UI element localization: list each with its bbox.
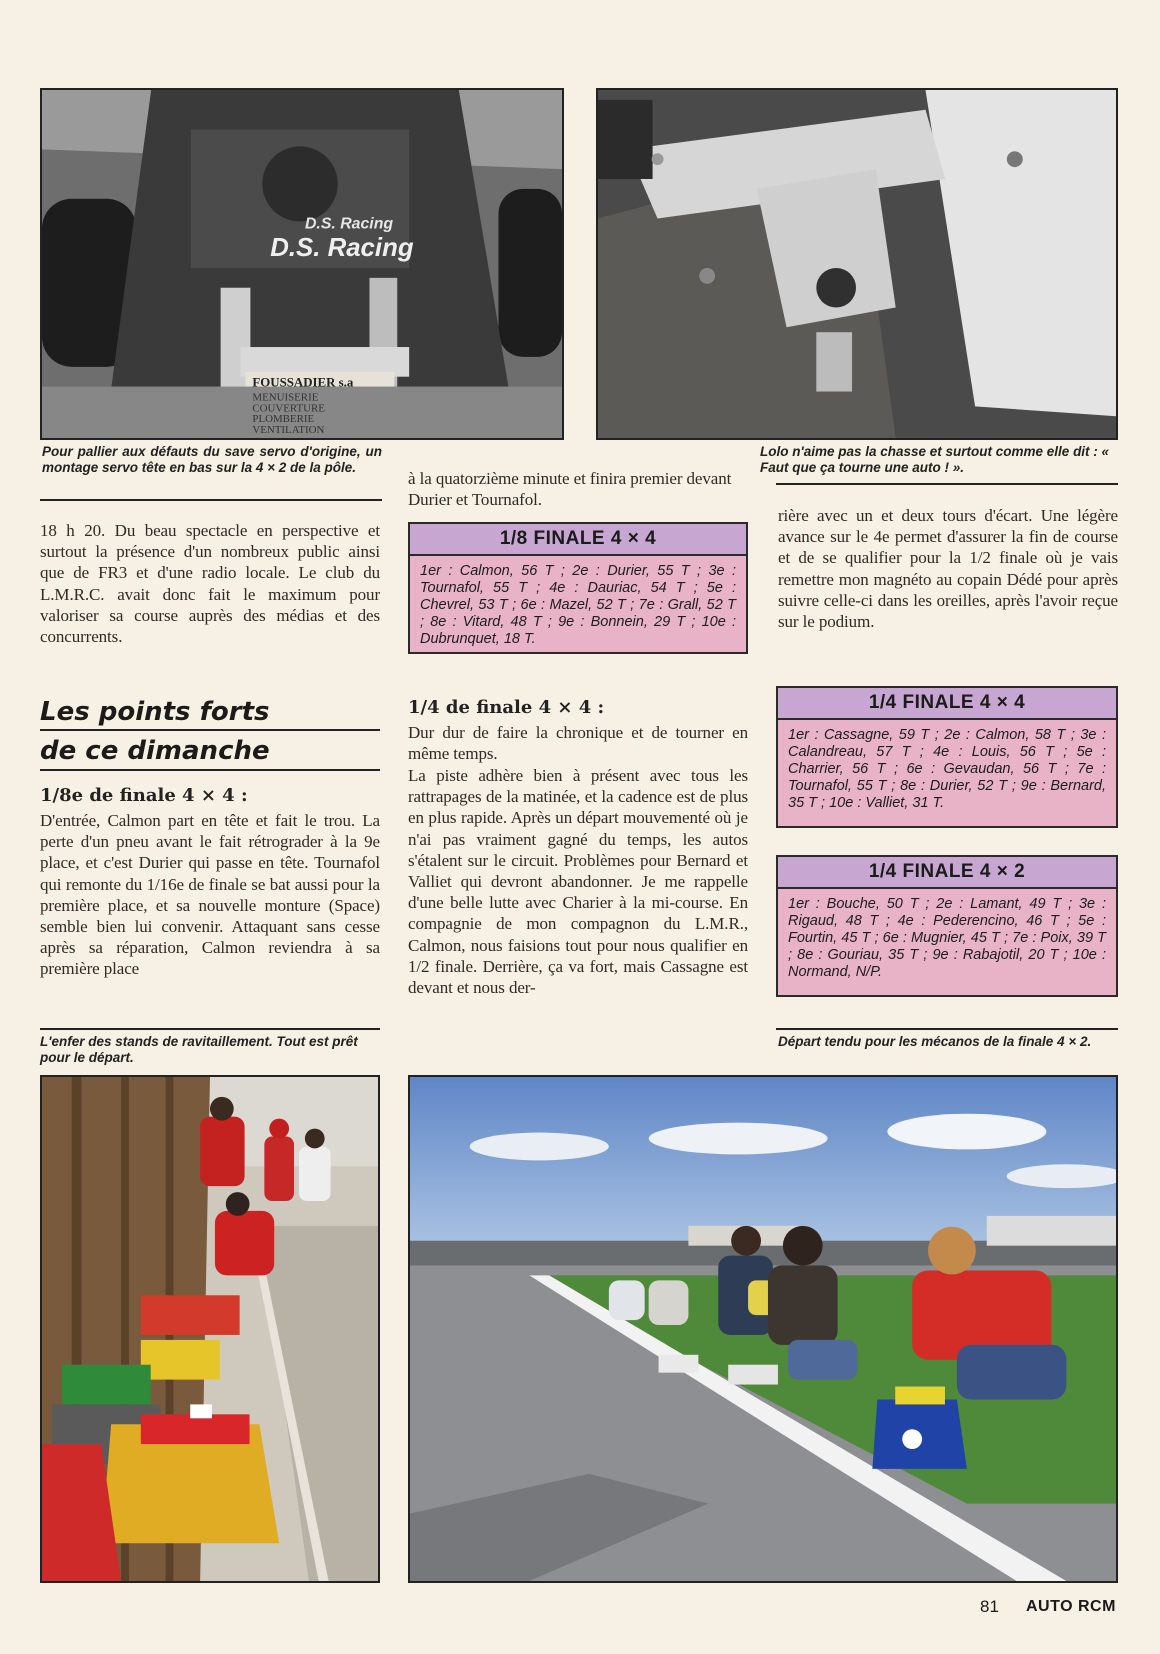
col1-subhead: 1/8e de finale 4 × 4 : — [40, 785, 248, 806]
suspension-photo-graphic — [598, 90, 1116, 438]
caption-photo-2: Lolo n'aime pas la chasse et surtout comme elle dit : « Faut que ça tourne une auto ! ». — [760, 444, 1110, 475]
photo-chassis-servo — [40, 88, 564, 440]
sponsor-line-3: PLOMBERIE — [252, 413, 315, 426]
start-grid-photo-graphic — [410, 1077, 1116, 1581]
col2-paragraph-2a: Dur dur de faire la chronique et de tourner en même temps. — [408, 723, 748, 764]
section-title-line-2: de ce dimanche — [40, 736, 270, 766]
col2-paragraph-1: à la quatorzième minute et finira premier devant Durier et Tournafol. — [408, 469, 732, 510]
caption-photo-3: L'enfer des stands de ravitaillement. Tout est prêt pour le départ. — [40, 1034, 358, 1065]
caption-photo-4: Départ tendu pour les mécanos de la finale 4 × 2. — [778, 1034, 1092, 1049]
caption-4-rule — [776, 1028, 1118, 1030]
results-box-1-8-finale-4x4 — [408, 522, 748, 654]
results-1-4-4x2-title: 1/4 FINALE 4 × 2 — [778, 857, 1116, 889]
magazine-name: AUTO RCM — [1026, 1598, 1116, 1615]
photo-start-grid — [408, 1075, 1118, 1583]
ds-racing-big-label: D.S. Racing — [270, 234, 414, 263]
sponsor-line-2: COUVERTURE — [252, 402, 325, 415]
results-1-4-4x2-text: 1er : Bouche, 50 T ; 2e : Lamant, 49 T ; 3e : Rigaud, 48 T ; 4e : Pederencino, 46 T ; 5e : Fourtin, 45 T ; 6e : Mugnier, 45 T ; 7e : Poix, 39 T ; 8e : Gouriau, 35 T ; 9e : Rabajotil, 20 T ; 10e : Normand, N/P. — [788, 896, 1106, 980]
col1-paragraph-1: 18 h 20. Du beau spectacle en perspective et surtout la présence d'un nombreux public ainsi que de FR3 et d'une radio locale. Le club du L.M.R.C. avait donc fait le maximum pour valoriser sa course auprès des médias et des concurrents. — [40, 521, 380, 647]
sponsor-name-label: FOUSSADIER s.a — [252, 375, 354, 390]
col2-subhead: 1/4 de finale 4 × 4 : — [408, 697, 605, 718]
sponsor-line-4: VENTILATION — [252, 424, 325, 437]
caption-1-rule — [40, 499, 382, 501]
section-title-line-1: Les points forts — [40, 697, 270, 727]
col3-paragraph-1: rière avec un et deux tours d'écart. Une légère avance sur le 4e permet d'assurer la fin de course et de se qualifier pour la 1/2 finale où je vais remettre mon magnéto au copain Dédé pour après suivre celle-ci dans les oreilles, après l'avoir reçue sur le podium. — [778, 506, 1118, 632]
results-1-8-title: 1/8 FINALE 4 × 4 — [410, 524, 746, 556]
photo-pit-stands — [40, 1075, 380, 1583]
page-number: 81 — [980, 1597, 999, 1616]
col2-paragraph-2b: La piste adhère bien à présent avec tous les rattrapages de la matinée, et la cadence est de plus en plus rapide. Après un départ mouvementé où je n'ai pas vraiment gagné du temps, les autos s'étalent sur le circuit. Problèmes pour Bernard et Valliet qui devront abandonner. Je me rappelle d'une belle lutte avec Charier à la mi-course. En compagnie de mon compagnon du L.M.R., Calmon, nous faisions tout pour nous qualifier en 1/2 finale. Derrière, ça va fort, mais Cassagne est devant et nous der- — [408, 766, 748, 998]
results-box-1-4-finale-4x4 — [776, 686, 1118, 828]
section-title-rule-2 — [40, 769, 380, 771]
caption-2-rule — [776, 483, 1118, 485]
results-1-4-4x4-text: 1er : Cassagne, 59 T ; 2e : Calmon, 58 T ; 3e : Calandreau, 57 T ; 4e : Louis, 56 T ; 5e : Charrier, 56 T ; 6e : Gevaudan, 56 T ; 7e : Tournafol, 55 T ; 8e : Durier, 52 T ; 9e : Bernard, 35 T ; 10e : Valliet, 31 T. — [788, 727, 1106, 811]
chassis-photo-graphic — [42, 90, 562, 438]
ds-racing-small-label: D.S. Racing — [304, 215, 394, 233]
results-1-4-4x4-title: 1/4 FINALE 4 × 4 — [778, 688, 1116, 720]
caption-photo-1: Pour pallier aux défauts du save servo d'origine, un montage servo tête en bas sur la 4 × 2 de la pôle. — [42, 444, 382, 475]
sponsor-line-1: MENUISERIE — [252, 391, 319, 404]
results-1-8-text: 1er : Calmon, 56 T ; 2e : Durier, 55 T ; 3e : Tournafol, 55 T ; 4e : Dauriac, 54 T ; 5e : Chevrel, 53 T ; 6e : Mazel, 52 T ; 7e : Grall, 52 T ; 8e : Vitard, 48 T ; 9e : Bonnein, 29 T ; 10e : Dubrunquet, 18 T. — [420, 563, 736, 647]
col1-paragraph-2: D'entrée, Calmon part en tête et fait le trou. La perte d'un pneu avant le fait rétrograder à la 9e place, et c'est Durier qui passe en tête. Tournafol qui remonte du 1/16e de finale se bat aussi pour la première place, et sa nouvelle monture (Space) semble bien lui convenir. Attaquant sans cesse après sa réparation, Calmon reviendra à sa première place — [40, 811, 380, 979]
pit-stands-photo-graphic — [42, 1077, 378, 1581]
caption-3-rule — [40, 1028, 380, 1030]
photo-suspension — [596, 88, 1118, 440]
results-box-1-4-finale-4x2 — [776, 855, 1118, 997]
